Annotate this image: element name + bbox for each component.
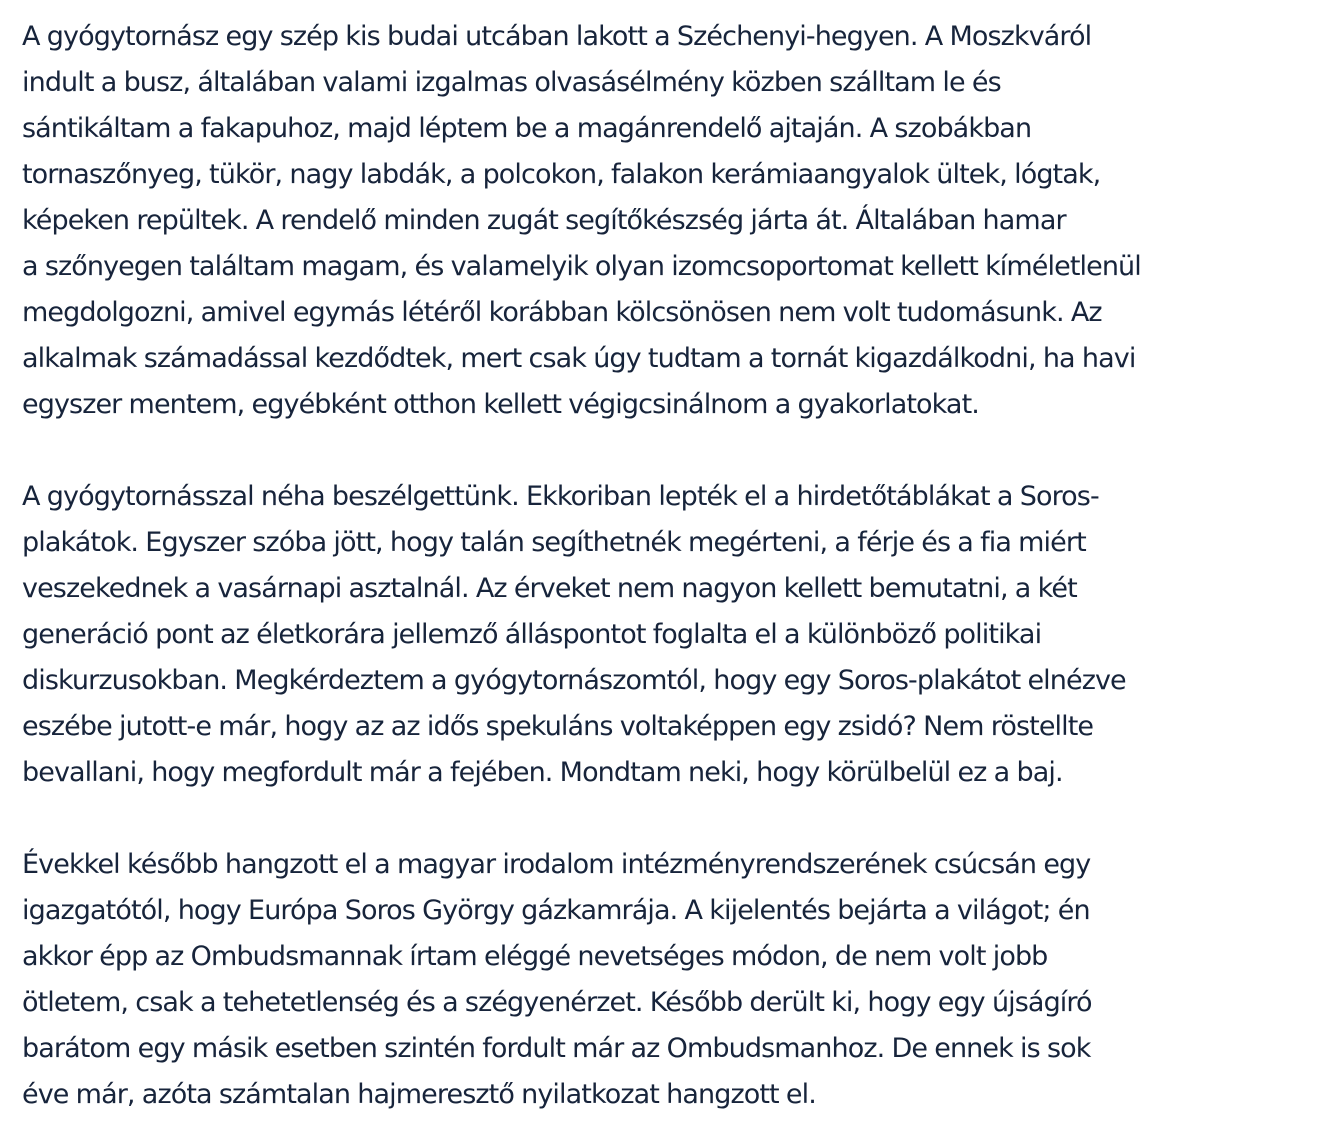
text-line: barátom egy másik esetben szintén fordult már az Ombudsmanhoz. De ennek is sok bbox=[22, 1033, 1091, 1064]
text-line: A gyógytornásszal néha beszélgettünk. Ekkoriban lepték el a hirdetőtáblákat a Soros- bbox=[22, 481, 1099, 512]
text-line: képeken repültek. A rendelő minden zugát segítőkészség járta át. Általában hamar bbox=[22, 205, 1066, 236]
text-line: plakátok. Egyszer szóba jött, hogy talán segíthetnék megérteni, a férje és a fia miért bbox=[22, 527, 1086, 558]
text-line: eszébe jutott-e már, hogy az az idős spekuláns voltaképpen egy zsidó? Nem röstellte bbox=[22, 711, 1094, 742]
text-line: egyszer mentem, egyébként otthon kellett végigcsinálnom a gyakorlatokat. bbox=[22, 389, 979, 420]
text-line: veszekednek a vasárnapi asztalnál. Az érveket nem nagyon kellett bemutatni, a két bbox=[22, 573, 1077, 604]
text-line: bevallani, hogy megfordult már a fejében. Mondtam neki, hogy körülbelül ez a baj. bbox=[22, 757, 1063, 788]
text-line: igazgatótól, hogy Európa Soros György gázkamrája. A kijelentés bejárta a világot; én bbox=[22, 895, 1090, 926]
text-line: a szőnyegen találtam magam, és valamelyik olyan izomcsoportomat kellett kíméletlenül bbox=[22, 251, 1141, 282]
text-line: ötletem, csak a tehetetlenség és a szégyenérzet. Később derült ki, hogy egy újságíró bbox=[22, 987, 1092, 1018]
paragraph-1 bbox=[22, 14, 1322, 428]
paragraph-2 bbox=[22, 474, 1322, 796]
text-line: éve már, azóta számtalan hajmeresztő nyilatkozat hangzott el. bbox=[22, 1079, 816, 1110]
text-line: Évekkel később hangzott el a magyar irodalom intézményrendszerének csúcsán egy bbox=[22, 849, 1091, 880]
text-line: generáció pont az életkorára jellemző álláspontot foglalta el a különböző politikai bbox=[22, 619, 1042, 650]
text-line: alkalmak számadással kezdődtek, mert csak úgy tudtam a tornát kigazdálkodni, ha havi bbox=[22, 343, 1136, 374]
paragraph-3 bbox=[22, 842, 1322, 1118]
text-line: diskurzusokban. Megkérdeztem a gyógytornászomtól, hogy egy Soros-plakátot elnézve bbox=[22, 665, 1126, 696]
text-line: tornaszőnyeg, tükör, nagy labdák, a polcokon, falakon kerámiaangyalok ültek, lógtak, bbox=[22, 159, 1101, 190]
text-line: indult a busz, általában valami izgalmas olvasásélmény közben szálltam le és bbox=[22, 67, 1001, 98]
text-line: A gyógytornász egy szép kis budai utcában lakott a Széchenyi-hegyen. A Moszkváról bbox=[22, 21, 1092, 52]
text-line: sántikáltam a fakapuhoz, majd léptem be a magánrendelő ajtaján. A szobákban bbox=[22, 113, 1032, 144]
text-line: megdolgozni, amivel egymás létéről korábban kölcsönösen nem volt tudomásunk. Az bbox=[22, 297, 1102, 328]
text-line: akkor épp az Ombudsmannak írtam eléggé nevetséges módon, de nem volt jobb bbox=[22, 941, 1048, 972]
